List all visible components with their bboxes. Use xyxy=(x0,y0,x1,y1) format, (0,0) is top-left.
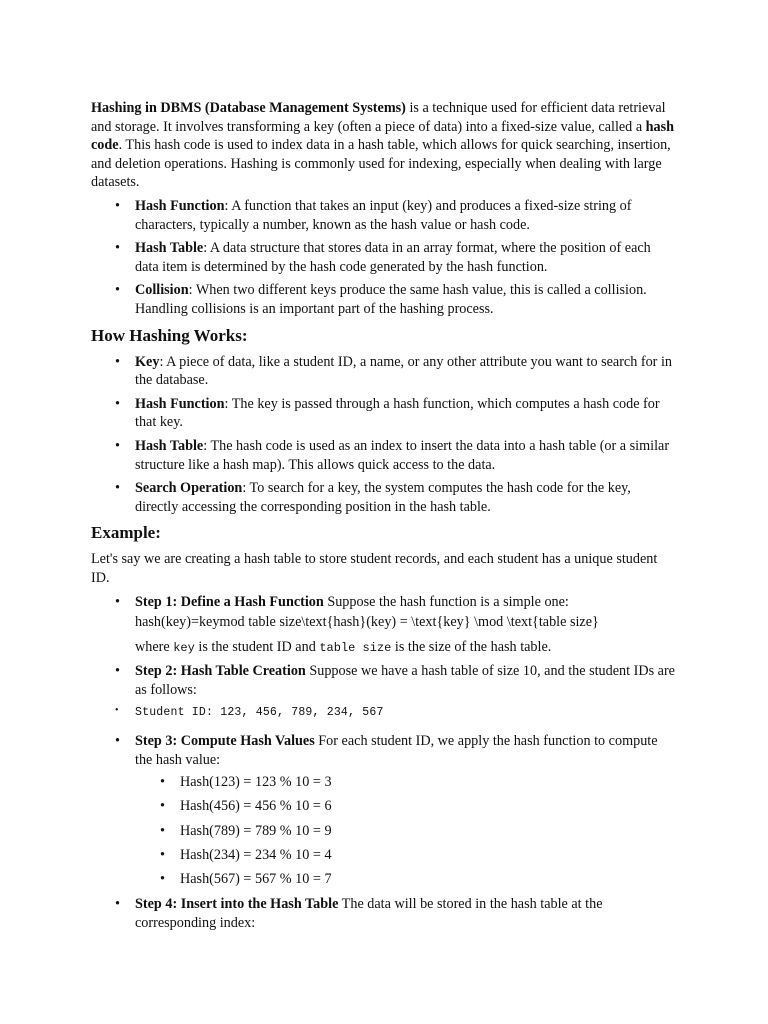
list-item xyxy=(91,479,677,516)
term: Hash Table xyxy=(135,437,204,454)
hash-values-list xyxy=(135,773,677,894)
hash-formula: hash(key)=keymod table size\text{hash}(key) = \text{key} \mod \text{table size} xyxy=(135,614,599,631)
step-4-text: The data will be stored in the hash table at the corresponding index: xyxy=(135,896,603,931)
step-3-text: For each student ID, we apply the hash function to compute the hash value: xyxy=(135,733,658,768)
hash-value-text: Hash(567) = 567 % 10 = 7 xyxy=(180,870,332,887)
list-item xyxy=(91,353,677,390)
definition: : A piece of data, like a student ID, a name, or any other attribute you want to search for in the database. xyxy=(135,353,672,389)
list-item xyxy=(91,239,677,276)
step-2-text: Suppose we have a hash table of size 10, and the student IDs are as follows: xyxy=(135,663,675,698)
bullet-icon: • xyxy=(115,437,120,454)
step-4-item xyxy=(91,895,677,932)
how-hashing-works-heading: How Hashing Works: xyxy=(91,325,248,345)
step-3-title: Step 3: Compute Hash Values xyxy=(135,733,315,750)
intro-lead-bold: Hashing in DBMS (Database Management Systems) xyxy=(91,100,406,116)
step-4-title: Step 4: Insert into the Hash Table xyxy=(135,896,339,913)
intro-definition-list xyxy=(91,197,677,319)
document-content xyxy=(91,99,677,932)
list-item xyxy=(91,281,677,318)
bullet-icon: • xyxy=(115,240,120,257)
term: Hash Function xyxy=(135,197,225,214)
bullet-icon: • xyxy=(115,197,120,214)
list-item xyxy=(91,395,677,432)
how-hashing-works-list xyxy=(91,353,677,517)
hash-value-item xyxy=(135,846,677,870)
hash-value-item xyxy=(135,797,677,821)
intro-hash-code-bold: hash code xyxy=(91,118,675,154)
definition: : To search for a key, the system computes the hash code for the key, directly accessing the corresponding position in the hash table. xyxy=(135,480,631,515)
where-text-a: where xyxy=(135,638,174,655)
step-3-item xyxy=(91,732,677,894)
student-ids-item xyxy=(91,702,677,723)
step-1-item xyxy=(91,593,677,657)
definition: : A function that takes an input (key) and produces a fixed-size string of characters, typically a number, known as the hash value or hash code. xyxy=(135,197,632,233)
definition: : When two different keys produce the same hash value, this is called a collision. Handling collisions is an important part of the hashing process. xyxy=(135,282,647,317)
student-ids-line: Student ID: 123, 456, 789, 234, 567 xyxy=(135,706,384,720)
where-text-b: is the student ID and xyxy=(194,638,320,655)
bullet-icon: • xyxy=(115,282,120,299)
table-size-code: table size xyxy=(319,640,392,655)
hash-value-text: Hash(234) = 234 % 10 = 4 xyxy=(180,846,332,863)
hash-value-text: Hash(456) = 456 % 10 = 6 xyxy=(180,798,332,815)
step-1-title: Step 1: Define a Hash Function xyxy=(135,594,324,611)
bullet-icon: • xyxy=(115,395,120,412)
bullet-icon: • xyxy=(115,480,120,497)
term: Key xyxy=(135,353,160,370)
bullet-icon: • xyxy=(115,594,120,611)
term: Search Operation xyxy=(135,480,243,497)
definition: : The hash code is used as an index to insert the data into a hash table (or a similar structure like a hash map). This allows quick access to the data. xyxy=(135,437,670,473)
bullet-icon: • xyxy=(160,798,165,815)
definition: : A data structure that stores data in an array format, where the position of each data item is determined by the hash code generated by the hash function. xyxy=(135,240,651,275)
term: Hash Table xyxy=(135,240,204,257)
example-intro-paragraph: Let's say we are creating a hash table to store student records, and each student has a unique student ID. xyxy=(91,551,658,586)
where-text-c: is the size of the hash table. xyxy=(391,638,552,655)
bullet-icon: • xyxy=(115,733,120,750)
example-steps-list xyxy=(91,593,677,932)
bullet-icon: • xyxy=(160,774,165,791)
definition: : The key is passed through a hash function, which computes a hash code for that key. xyxy=(135,395,660,431)
list-item xyxy=(91,437,677,474)
hash-value-item xyxy=(135,822,677,846)
bullet-icon: • xyxy=(160,822,165,839)
bullet-icon: • xyxy=(115,705,119,717)
intro-text-1: is a technique used for efficient data retrieval and storage. It involves transforming a key (often a piece of data) into a fixed-size value, called a xyxy=(91,100,666,135)
bullet-icon: • xyxy=(160,846,165,863)
bullet-icon: • xyxy=(115,353,120,370)
list-item xyxy=(91,197,677,234)
example-heading: Example: xyxy=(91,523,161,543)
formula-explanation xyxy=(135,638,677,658)
step-2-title: Step 2: Hash Table Creation xyxy=(135,663,306,680)
hash-value-item xyxy=(135,870,677,894)
term: Hash Function xyxy=(135,395,225,412)
hash-value-text: Hash(123) = 123 % 10 = 3 xyxy=(180,774,332,791)
bullet-icon: • xyxy=(115,663,120,680)
step-1-text: Suppose the hash function is a simple one: xyxy=(323,594,569,611)
term: Collision xyxy=(135,282,189,299)
intro-paragraph xyxy=(91,99,677,192)
intro-text-2: . This hash code is used to index data in a hash table, which allows for quick searching, insertion, and deletion operations. Hashing is commonly used for indexing, especially when dealing with large datasets. xyxy=(91,137,671,191)
hash-value-item xyxy=(135,773,677,797)
bullet-icon: • xyxy=(115,896,120,913)
hash-value-text: Hash(789) = 789 % 10 = 9 xyxy=(180,822,332,839)
bullet-icon: • xyxy=(160,870,165,887)
step-2-item xyxy=(91,662,677,699)
key-code: key xyxy=(173,640,195,655)
